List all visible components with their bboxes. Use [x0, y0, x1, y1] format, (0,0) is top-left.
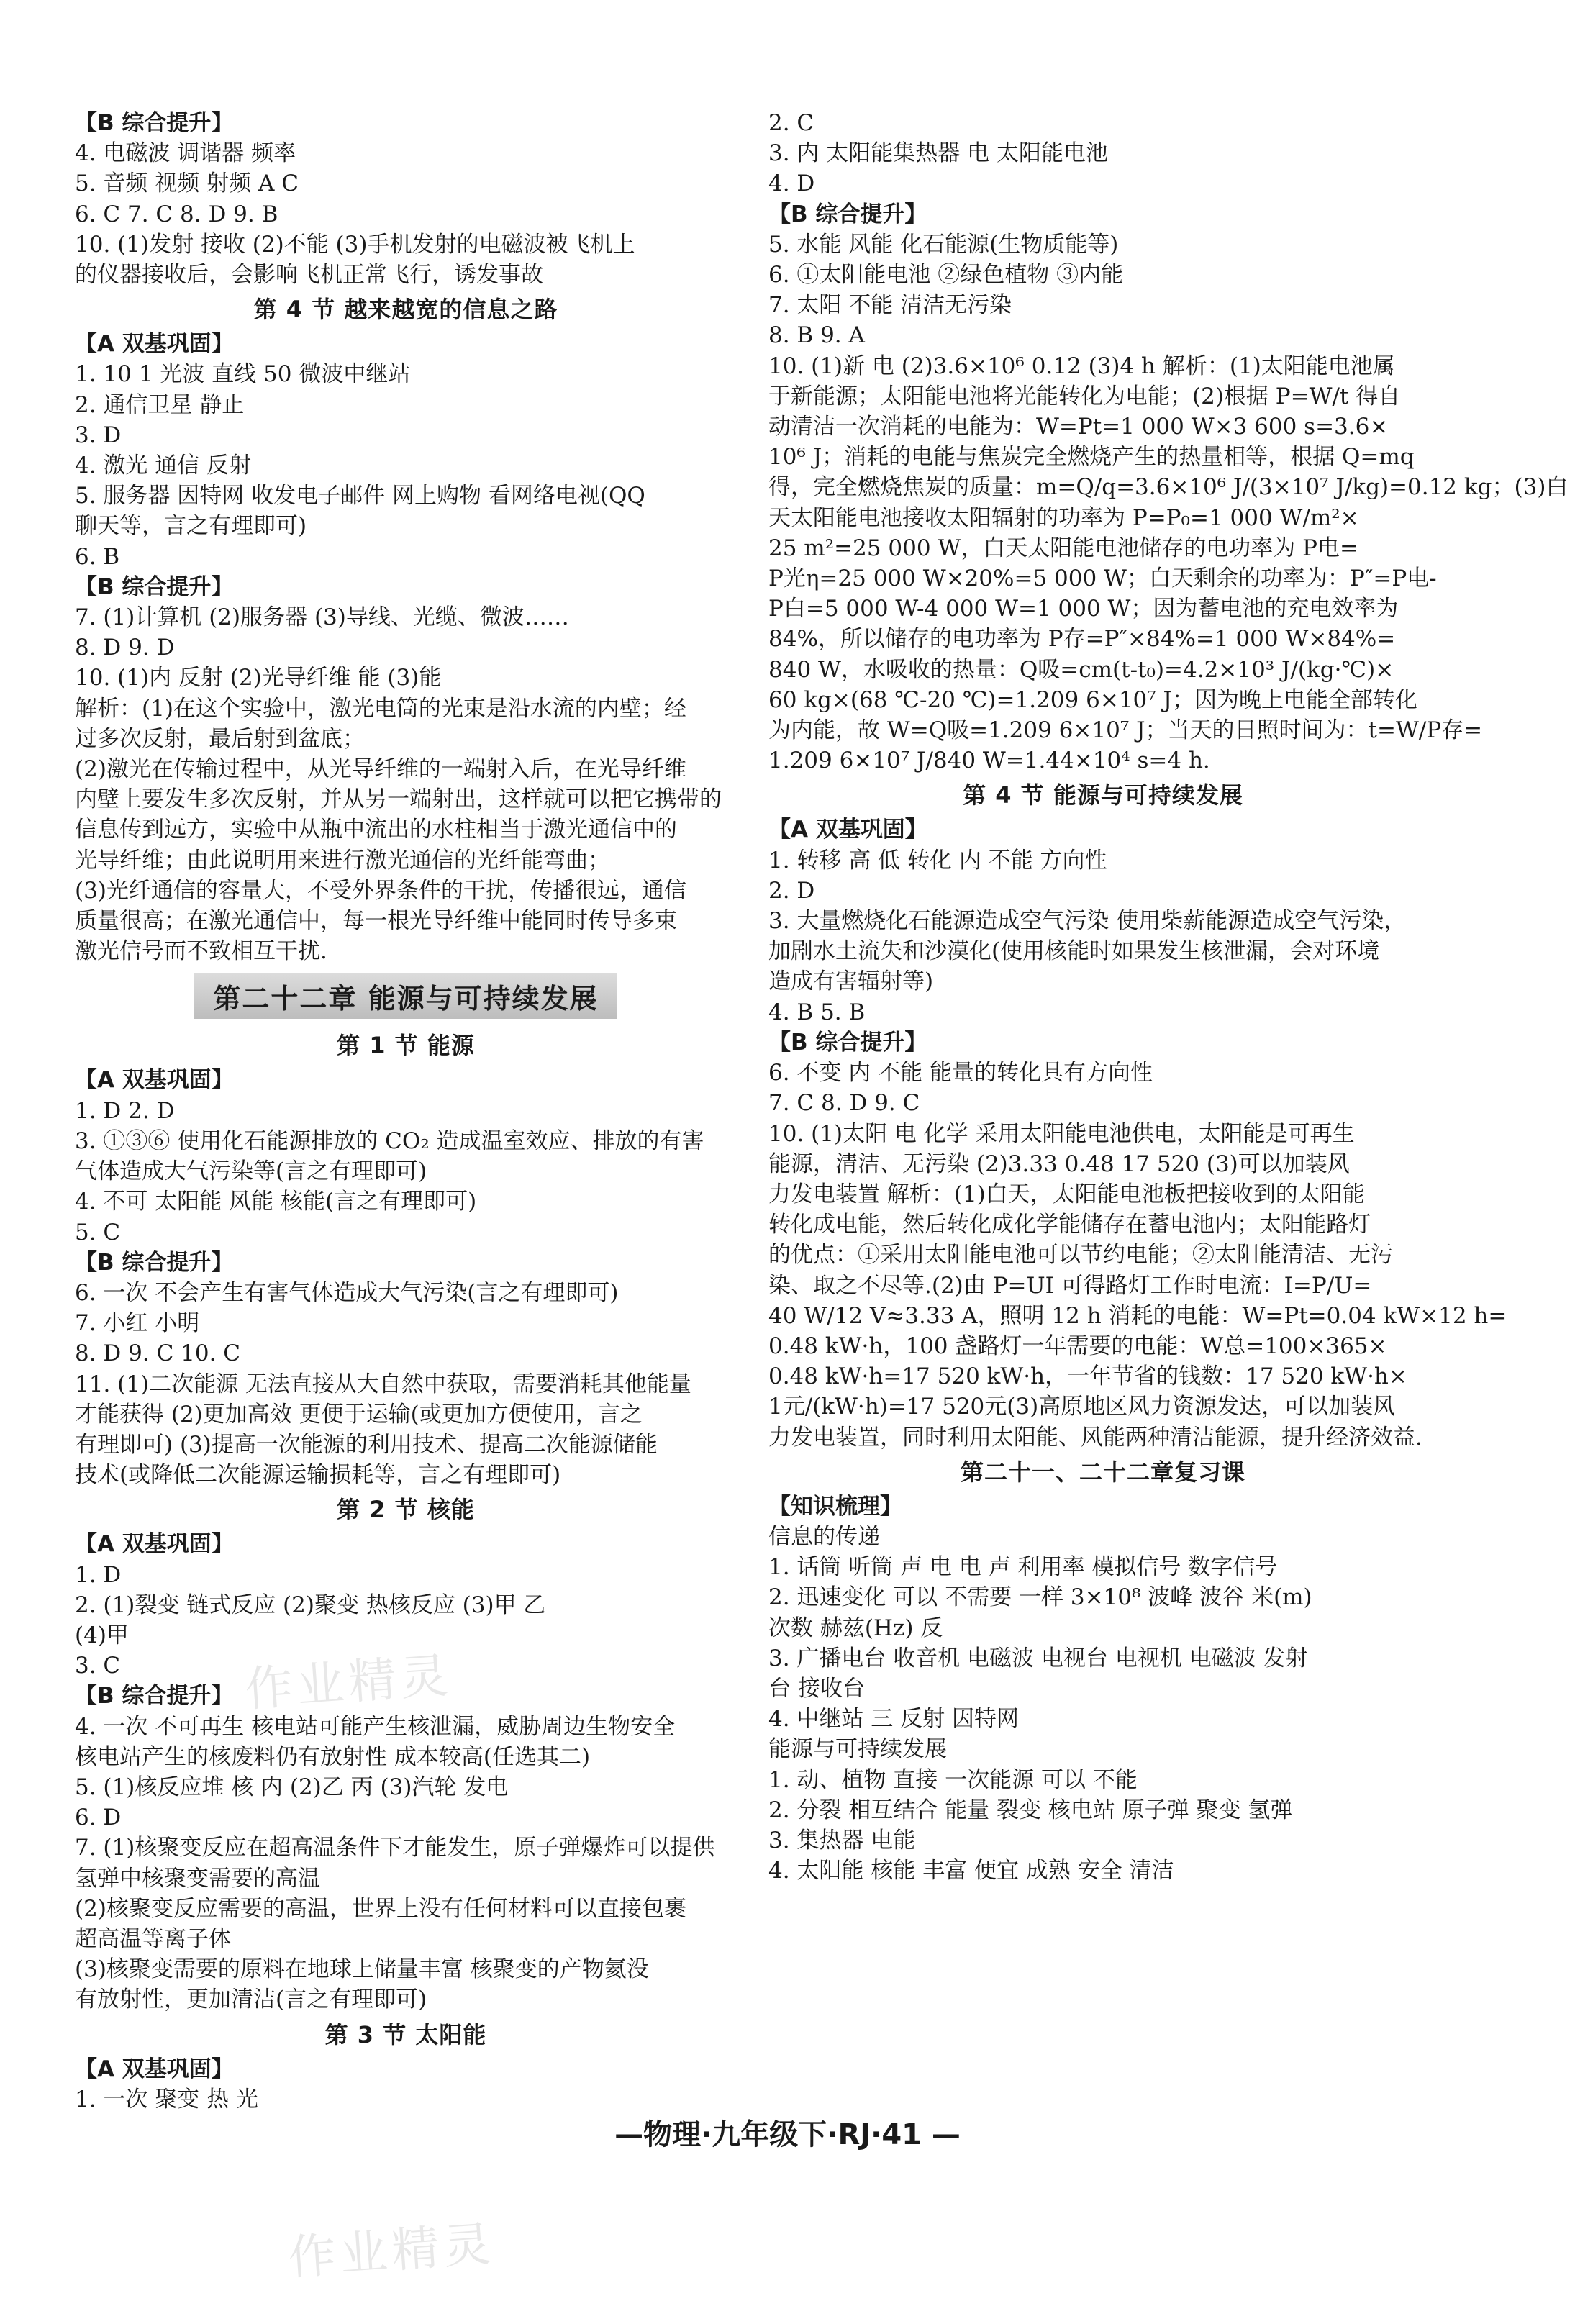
answer-line: 4. 激光 通信 反射: [75, 453, 252, 479]
answer-line: 3. C: [75, 1653, 121, 1679]
answer-line: 4. 不可 太阳能 风能 核能(言之有理即可): [75, 1189, 477, 1215]
answer-line: 7. 太阳 不能 清洁无污染: [768, 292, 1012, 319]
subsection-label: 【B 综合提升】: [75, 1683, 234, 1710]
answer-line: 质量很高；在激光通信中，每一根光导纤维中能同时传导多束: [75, 908, 677, 935]
answer-line: (2)核聚变反应需要的高温，世界上没有任何材料可以直接包裹: [75, 1895, 686, 1922]
answer-line: 台 接收台: [768, 1675, 865, 1702]
answer-line: 0.48 kW·h=17 520 kW·h，一年节省的钱数：17 520 kW·h×: [768, 1363, 1407, 1390]
chapter-title: 第二十二章 能源与可持续发展: [194, 973, 617, 1019]
answer-line: 有理即可) (3)提高一次能源的利用技术、提高二次能源储能: [75, 1431, 658, 1458]
answer-line: P白=5 000 W-4 000 W=1 000 W；因为蓄电池的充电效率为: [768, 596, 1399, 622]
answer-line: 6. 一次 不会产生有害气体造成大气污染(言之有理即可): [75, 1279, 619, 1306]
answer-line: 84%，所以储存的电功率为 P存=P″×84%=1 000 W×84%=: [768, 626, 1396, 653]
subsection-label: 【知识梳理】: [768, 1493, 902, 1520]
answer-line: 1. 一次 聚变 热 光: [75, 2086, 258, 2112]
answer-line: (2)激光在传输过程中，从光导纤维的一端射入后，在光导纤维: [75, 756, 686, 783]
answer-line: 2. 分裂 相互结合 能量 裂变 核电站 原子弹 聚变 氢弹: [768, 1797, 1293, 1823]
chapter-heading: [75, 973, 737, 1019]
answer-line: 1. D: [75, 1561, 122, 1588]
answer-line: (3)核聚变需要的原料在地球上储量丰富 核聚变的产物氦没: [75, 1956, 649, 1983]
answer-line: 7. (1)核聚变反应在超高温条件下才能发生，原子弹爆炸可以提供: [75, 1835, 715, 1861]
answer-line: 10. (1)太阳 电 化学 采用太阳能电池供电，太阳能是可再生: [768, 1120, 1355, 1147]
answer-line: 4. 电磁波 调谐器 频率: [75, 140, 296, 167]
answer-line: (3)光纤通信的容量大，不受外界条件的干扰，传播很远，通信: [75, 877, 686, 904]
answer-line: 气体造成大气污染等(言之有理即可): [75, 1158, 427, 1185]
answer-line: P光η=25 000 W×20%=5 000 W；白天剩余的功率为：P″=P电-: [768, 566, 1437, 592]
answer-line: 4. 太阳能 核能 丰富 便宜 成熟 安全 清洁: [768, 1858, 1174, 1884]
answer-line: 5. (1)核反应堆 核 内 (2)乙 丙 (3)汽轮 发电: [75, 1774, 509, 1800]
subsection-label: 【A 双基巩固】: [768, 817, 927, 843]
answer-line: 4. D: [768, 171, 815, 197]
answer-line: 840 W，水吸收的热量：Q吸=cm(t-t₀)=4.2×10³ J/(kg·℃)×: [768, 656, 1394, 683]
section-heading: 第 3 节 太阳能: [324, 2020, 487, 2048]
answer-line: 2. D: [768, 877, 815, 904]
answer-line: 过多次反射，最后射到盆底；: [75, 725, 365, 752]
section-heading: 第 1 节 能源: [337, 1032, 475, 1060]
answer-line: 技术(或降低二次能源运输损耗等，言之有理即可): [75, 1462, 561, 1489]
answer-line: 解析：(1)在这个实验中，激光电筒的光束是沿水流的内壁；经: [75, 695, 686, 722]
answer-line: 1. 话筒 听筒 声 电 电 声 利用率 模拟信号 数字信号: [768, 1554, 1278, 1581]
answer-line: 加剧水土流失和沙漠化(使用核能时如果发生核泄漏，会对环境: [768, 938, 1380, 965]
subsection-label: 【A 双基巩固】: [75, 1531, 234, 1558]
answer-line: 10. (1)新 电 (2)3.6×10⁶ 0.12 (3)4 h 解析：(1)太阳能电池属: [768, 353, 1395, 379]
answer-line: 25 m²=25 000 W，白天太阳能电池储存的电功率为 P电=: [768, 535, 1358, 561]
answer-line: 超高温等离子体: [75, 1925, 231, 1952]
answer-line: 为内能，故 W=Q吸=1.209 6×10⁷ J；当天的日照时间为：t=W/P存=: [768, 717, 1483, 744]
answer-line: 5. 水能 风能 化石能源(生物质能等): [768, 231, 1119, 258]
answer-line: 激光信号而不致相互干扰.: [75, 938, 327, 965]
answer-line: 内壁上要发生多次反射，并从另一端射出，这样就可以把它携带的: [75, 786, 722, 813]
answer-line: 能源，清洁、无污染 (2)3.33 0.48 17 520 (3)可以加装风: [768, 1150, 1350, 1177]
answer-line: 5. 音频 视频 射频 A C: [75, 171, 299, 197]
answer-line: 信息传到远方，实验中从瓶中流出的水柱相当于激光通信中的: [75, 817, 677, 843]
answer-line: 氢弹中核聚变需要的高温: [75, 1865, 320, 1892]
section-heading: 第二十一、二十二章复习课: [960, 1458, 1245, 1486]
answer-line: 1. D 2. D: [75, 1097, 175, 1124]
answer-line: 60 kg×(68 ℃-20 ℃)=1.209 6×10⁷ J；因为晚上电能全部转化: [768, 686, 1417, 713]
answer-line: 7. C 8. D 9. C: [768, 1090, 920, 1117]
answer-line: 2. C: [768, 110, 814, 136]
answer-line: 光导纤维；由此说明用来进行激光通信的光纤能弯曲；: [75, 847, 610, 873]
answer-line: 核电站产生的核废料仍有放射性 成本较高(任选其二): [75, 1743, 591, 1770]
answer-line: 的仪器接收后，会影响飞机正常飞行，诱发事故: [75, 262, 543, 289]
answer-line: 4. 一次 不可再生 核电站可能产生核泄漏，威胁周边生物安全: [75, 1713, 676, 1740]
answer-line: 5. 服务器 因特网 收发电子邮件 网上购物 看网络电视(QQ: [75, 483, 645, 509]
answer-line: 10. (1)发射 接收 (2)不能 (3)手机发射的电磁波被飞机上: [75, 231, 635, 258]
answer-line: 1.209 6×10⁷ J/840 W=1.44×10⁴ s=4 h.: [768, 748, 1210, 774]
answer-line: 6. C 7. C 8. D 9. B: [75, 201, 278, 227]
subsection-label: 【B 综合提升】: [75, 573, 234, 600]
answer-line: (4)甲: [75, 1622, 129, 1648]
answer-line: 3. D: [75, 422, 122, 448]
answer-line: 聊天等，言之有理即可): [75, 513, 307, 540]
answer-line: 1. 动、植物 直接 一次能源 可以 不能: [768, 1766, 1138, 1793]
answer-line: 6. D: [75, 1805, 122, 1831]
watermark: 作业精灵: [243, 1648, 454, 1717]
answer-line: 能源与可持续发展: [768, 1736, 947, 1763]
section-heading: 第 4 节 越来越宽的信息之路: [253, 296, 558, 324]
answer-line: 才能获得 (2)更加高效 更便于运输(或更加方便使用，言之: [75, 1401, 643, 1427]
answer-line: 4. 中继站 三 反射 因特网: [768, 1706, 1019, 1733]
answer-line: 染、取之不尽等.(2)由 P=UI 可得路灯工作时电流：I=P/U=: [768, 1272, 1372, 1299]
page-footer: —物理·九年级下·RJ·41 —: [614, 2118, 961, 2151]
subsection-label: 【A 双基巩固】: [75, 2056, 234, 2082]
answer-line: 2. 迅速变化 可以 不需要 一样 3×10⁸ 波峰 波谷 米(m): [768, 1584, 1312, 1611]
subsection-label: 【B 综合提升】: [768, 201, 927, 227]
answer-line: 7. 小红 小明: [75, 1310, 200, 1337]
answer-line: 造成有害辐射等): [768, 968, 934, 995]
answer-line: 1. 10 1 光波 直线 50 微波中继站: [75, 361, 411, 388]
answer-line: 1. 转移 高 低 转化 内 不能 方向性: [768, 847, 1107, 873]
answer-line: 11. (1)二次能源 无法直接从大自然中获取，需要消耗其他能量: [75, 1371, 691, 1397]
answer-line: 3. 内 太阳能集热器 电 太阳能电池: [768, 140, 1108, 167]
answer-line: 3. ①③⑥ 使用化石能源排放的 CO₂ 造成温室效应、排放的有害: [75, 1127, 704, 1154]
answer-line: 8. D 9. D: [75, 635, 175, 661]
answer-line: 6. 不变 内 不能 能量的转化具有方向性: [768, 1060, 1153, 1086]
answer-line: 5. C: [75, 1219, 121, 1245]
subsection-label: 【B 综合提升】: [75, 110, 234, 136]
answer-line: 天太阳能电池接收太阳辐射的功率为 P=P₀=1 000 W/m²×: [768, 504, 1359, 531]
answer-line: 4. B 5. B: [768, 999, 866, 1025]
subsection-label: 【B 综合提升】: [75, 1249, 234, 1276]
section-heading: 第 2 节 核能: [337, 1496, 475, 1524]
answer-line: 信息的传递: [768, 1523, 880, 1550]
answer-line: 力发电装置 解析：(1)白天，太阳能电池板把接收到的太阳能: [768, 1181, 1365, 1207]
answer-line: 8. D 9. C 10. C: [75, 1340, 241, 1367]
right-column: [768, 108, 1569, 1886]
answer-line: 2. (1)裂变 链式反应 (2)聚变 热核反应 (3)甲 乙: [75, 1592, 546, 1618]
answer-line: 1元/(kW·h)=17 520元(3)高原地区风力资源发达，可以加装风: [768, 1394, 1396, 1420]
answer-line: 3. 广播电台 收音机 电磁波 电视台 电视机 电磁波 发射: [768, 1645, 1308, 1671]
answer-line: 力发电装置，同时利用太阳能、风能两种清洁能源，提升经济效益.: [768, 1424, 1422, 1451]
answer-line: 0.48 kW·h，100 盏路灯一年需要的电能：W总=100×365×: [768, 1333, 1387, 1359]
answer-line: 有放射性，更加清洁(言之有理即可): [75, 1987, 427, 2013]
answer-line: 转化成电能，然后转化成化学能储存在蓄电池内；太阳能路灯: [768, 1212, 1371, 1238]
subsection-label: 【A 双基巩固】: [75, 331, 234, 358]
subsection-label: 【A 双基巩固】: [75, 1067, 234, 1094]
answer-line: 得，完全燃烧焦炭的质量：m=Q/q=3.6×10⁶ J/(3×10⁷ J/kg)=0.12 kg；(3)白: [768, 474, 1569, 501]
answer-line: 2. 通信卫星 静止: [75, 391, 245, 418]
answer-line: 10⁶ J；消耗的电能与焦炭完全燃烧产生的热量相等，根据 Q=mq: [768, 444, 1415, 471]
answer-line: 7. (1)计算机 (2)服务器 (3)导线、光缆、微波……: [75, 604, 569, 631]
answer-line: 的优点：①采用太阳能电池可以节约电能；②太阳能清洁、无污: [768, 1242, 1393, 1268]
answer-line: 6. B: [75, 543, 120, 570]
answer-line: 3. 集热器 电能: [768, 1827, 916, 1853]
watermark: 作业精灵: [286, 2216, 497, 2286]
subsection-label: 【B 综合提升】: [768, 1029, 927, 1056]
answer-line: 40 W/12 V≈3.33 A，照明 12 h 消耗的电能：W=Pt=0.04 kW×12 h=: [768, 1302, 1507, 1329]
answer-line: 于新能源；太阳能电池将光能转化为电能；(2)根据 P=W/t 得自: [768, 383, 1401, 409]
answer-line: 8. B 9. A: [768, 322, 865, 349]
answer-line: 3. 大量燃烧化石能源造成空气污染 使用柴薪能源造成空气污染，: [768, 908, 1407, 935]
answer-line: 动清洁一次消耗的电能为：W=Pt=1 000 W×3 600 s=3.6×: [768, 414, 1389, 440]
answer-line: 次数 赫兹(Hz) 反: [768, 1615, 943, 1641]
section-heading: 第 4 节 能源与可持续发展: [963, 781, 1243, 809]
answer-line: 10. (1)内 反射 (2)光导纤维 能 (3)能: [75, 665, 442, 691]
left-column: [75, 108, 737, 2115]
answer-line: 6. ①太阳能电池 ②绿色植物 ③内能: [768, 262, 1124, 289]
